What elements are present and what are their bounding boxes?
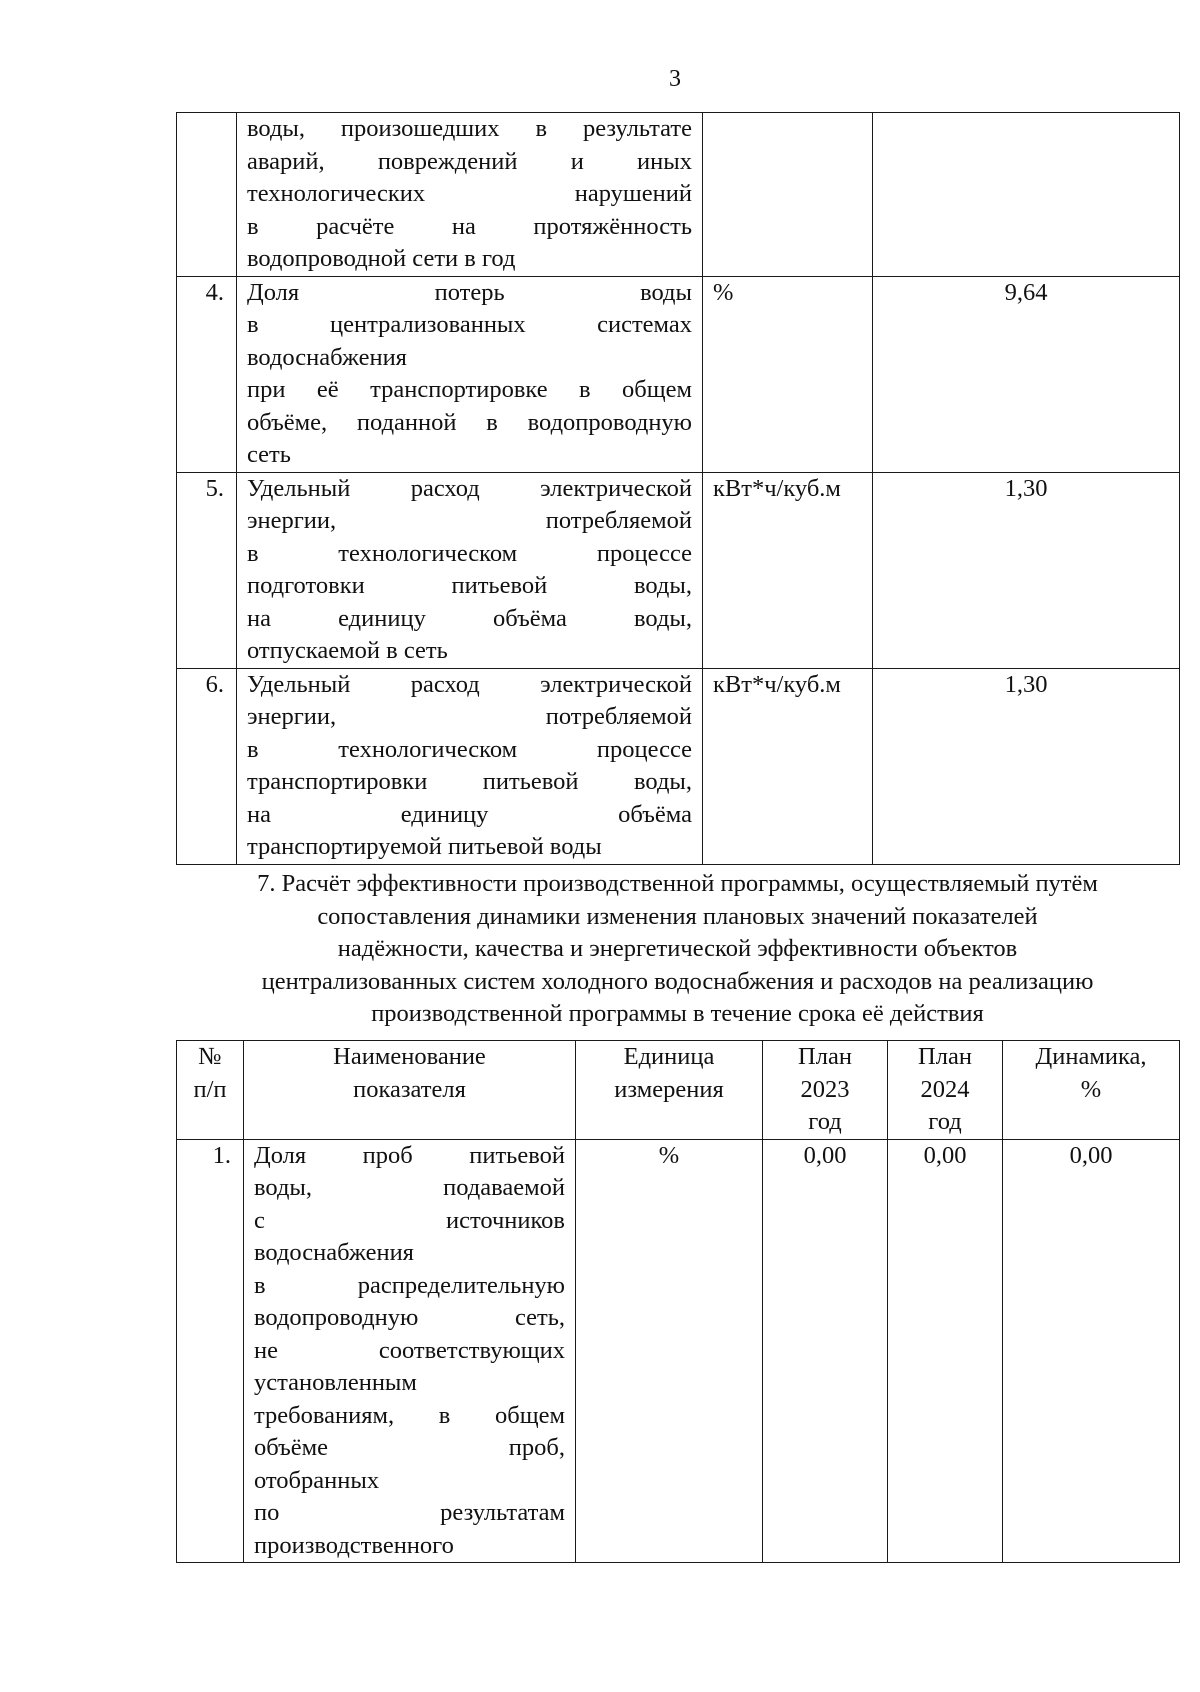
- text-line: объёме проб,: [254, 1434, 565, 1461]
- text-line: водоснабжения: [254, 1239, 414, 1266]
- heading-line: надёжности, качества и энергетической эффективности объектов: [337, 935, 1018, 962]
- row-plan-2023: 0,00: [763, 1139, 888, 1563]
- row-value: 9,64: [873, 276, 1180, 472]
- header-line: Единица: [623, 1043, 715, 1070]
- page-number: 3: [669, 66, 681, 92]
- table-row: [177, 276, 1180, 472]
- row-indicator-name: [237, 668, 703, 864]
- row-unit: %: [703, 276, 873, 472]
- indicators-table-continued: [176, 112, 1180, 865]
- table-row: [177, 668, 1180, 864]
- efficiency-table: [176, 1040, 1180, 1563]
- row-value: 1,30: [873, 668, 1180, 864]
- header-line: %: [1080, 1075, 1102, 1103]
- text-line: не соответствующих: [254, 1336, 565, 1364]
- text-line: установленным: [254, 1369, 417, 1396]
- table-row: [177, 472, 1180, 668]
- header-dynamics: [1003, 1041, 1180, 1140]
- text-line: производственного: [254, 1531, 454, 1559]
- text-line: Доля проб питьевой: [254, 1141, 565, 1169]
- header-line: показателя: [353, 1075, 466, 1103]
- row-indicator-name: [237, 472, 703, 668]
- text-line: Удельный расход электрической: [247, 670, 692, 698]
- text-line: Удельный расход электрической: [247, 474, 692, 502]
- heading-line: централизованных систем холодного водоснабжения и расходов на реализацию: [261, 967, 1094, 995]
- header-line: п/п: [193, 1075, 227, 1103]
- text-line: по результатам: [254, 1499, 565, 1526]
- text-line: при её транспортировке в общем: [247, 376, 692, 403]
- text-line: отпускаемой в сеть: [247, 637, 448, 664]
- row-indicator-name: [237, 113, 703, 277]
- row-value: [873, 113, 1180, 277]
- row-indicator-name: [237, 276, 703, 472]
- section-7-heading: [176, 868, 1179, 1031]
- table-row: [177, 1139, 1180, 1563]
- text-line: отобранных: [254, 1466, 380, 1494]
- header-name: [244, 1041, 576, 1140]
- heading-line: производственной программы в течение срока её действия: [371, 1000, 984, 1027]
- header-line: 2023: [800, 1075, 850, 1103]
- row-indicator-name: [244, 1139, 576, 1563]
- row-unit: %: [576, 1139, 763, 1563]
- text-line: энергии, потребляемой: [247, 507, 692, 534]
- row-plan-2024: 0,00: [888, 1139, 1003, 1563]
- text-line: объёме, поданной в водопроводную: [247, 408, 692, 436]
- row-unit: [703, 113, 873, 277]
- text-line: на единицу объёма: [247, 800, 692, 828]
- text-line: воды, подаваемой: [254, 1174, 565, 1201]
- text-line: с источников: [254, 1206, 565, 1234]
- header-line: Динамика,: [1035, 1043, 1147, 1070]
- row-unit: кВт*ч/куб.м: [703, 668, 873, 864]
- row-num: 6.: [177, 668, 237, 864]
- heading-line: сопоставления динамики изменения плановых значений показателей: [317, 902, 1038, 930]
- row-num: 5.: [177, 472, 237, 668]
- header-plan-2024: [888, 1041, 1003, 1140]
- row-dynamics: 0,00: [1003, 1139, 1180, 1563]
- header-line: 2024: [920, 1075, 970, 1103]
- header-plan-2023: [763, 1041, 888, 1140]
- table-header-row: [177, 1041, 1180, 1140]
- header-line: План: [798, 1043, 852, 1070]
- text-line: водопроводную сеть,: [254, 1304, 565, 1331]
- text-line: в технологическом процессе: [247, 539, 692, 567]
- header-line: год: [808, 1108, 842, 1135]
- heading-line: 7. Расчёт эффективности производственной программы, осуществляемый путём: [257, 870, 1098, 897]
- row-num: [177, 113, 237, 277]
- text-line: в распределительную: [254, 1271, 565, 1299]
- text-line: аварий, повреждений и иных: [247, 147, 692, 175]
- row-unit: кВт*ч/куб.м: [703, 472, 873, 668]
- row-value: 1,30: [873, 472, 1180, 668]
- text-line: в технологическом процессе: [247, 735, 692, 763]
- text-line: водоснабжения: [247, 343, 407, 371]
- text-line: подготовки питьевой воды,: [247, 572, 692, 599]
- header-line: Наименование: [333, 1043, 486, 1070]
- text-line: на единицу объёма воды,: [247, 604, 692, 632]
- text-line: сеть: [247, 441, 291, 468]
- header-line: год: [928, 1108, 962, 1135]
- header-unit: [576, 1041, 763, 1140]
- header-line: План: [918, 1043, 972, 1070]
- text-line: требованиям, в общем: [254, 1401, 565, 1429]
- header-line: №: [198, 1043, 222, 1070]
- text-line: технологических нарушений: [247, 180, 692, 207]
- header-line: измерения: [614, 1075, 724, 1103]
- row-num: 4.: [177, 276, 237, 472]
- row-num: 1.: [177, 1139, 244, 1563]
- text-line: водопроводной сети в год: [247, 245, 516, 272]
- text-line: Доля потерь воды: [247, 278, 692, 306]
- text-line: транспортируемой питьевой воды: [247, 833, 602, 860]
- text-line: транспортировки питьевой воды,: [247, 768, 692, 795]
- text-line: энергии, потребляемой: [247, 703, 692, 730]
- text-line: в централизованных системах: [247, 311, 692, 338]
- text-line: в расчёте на протяжённость: [247, 212, 692, 240]
- text-line: воды, произошедших в результате: [247, 115, 692, 142]
- header-num: [177, 1041, 244, 1140]
- table-row: [177, 113, 1180, 277]
